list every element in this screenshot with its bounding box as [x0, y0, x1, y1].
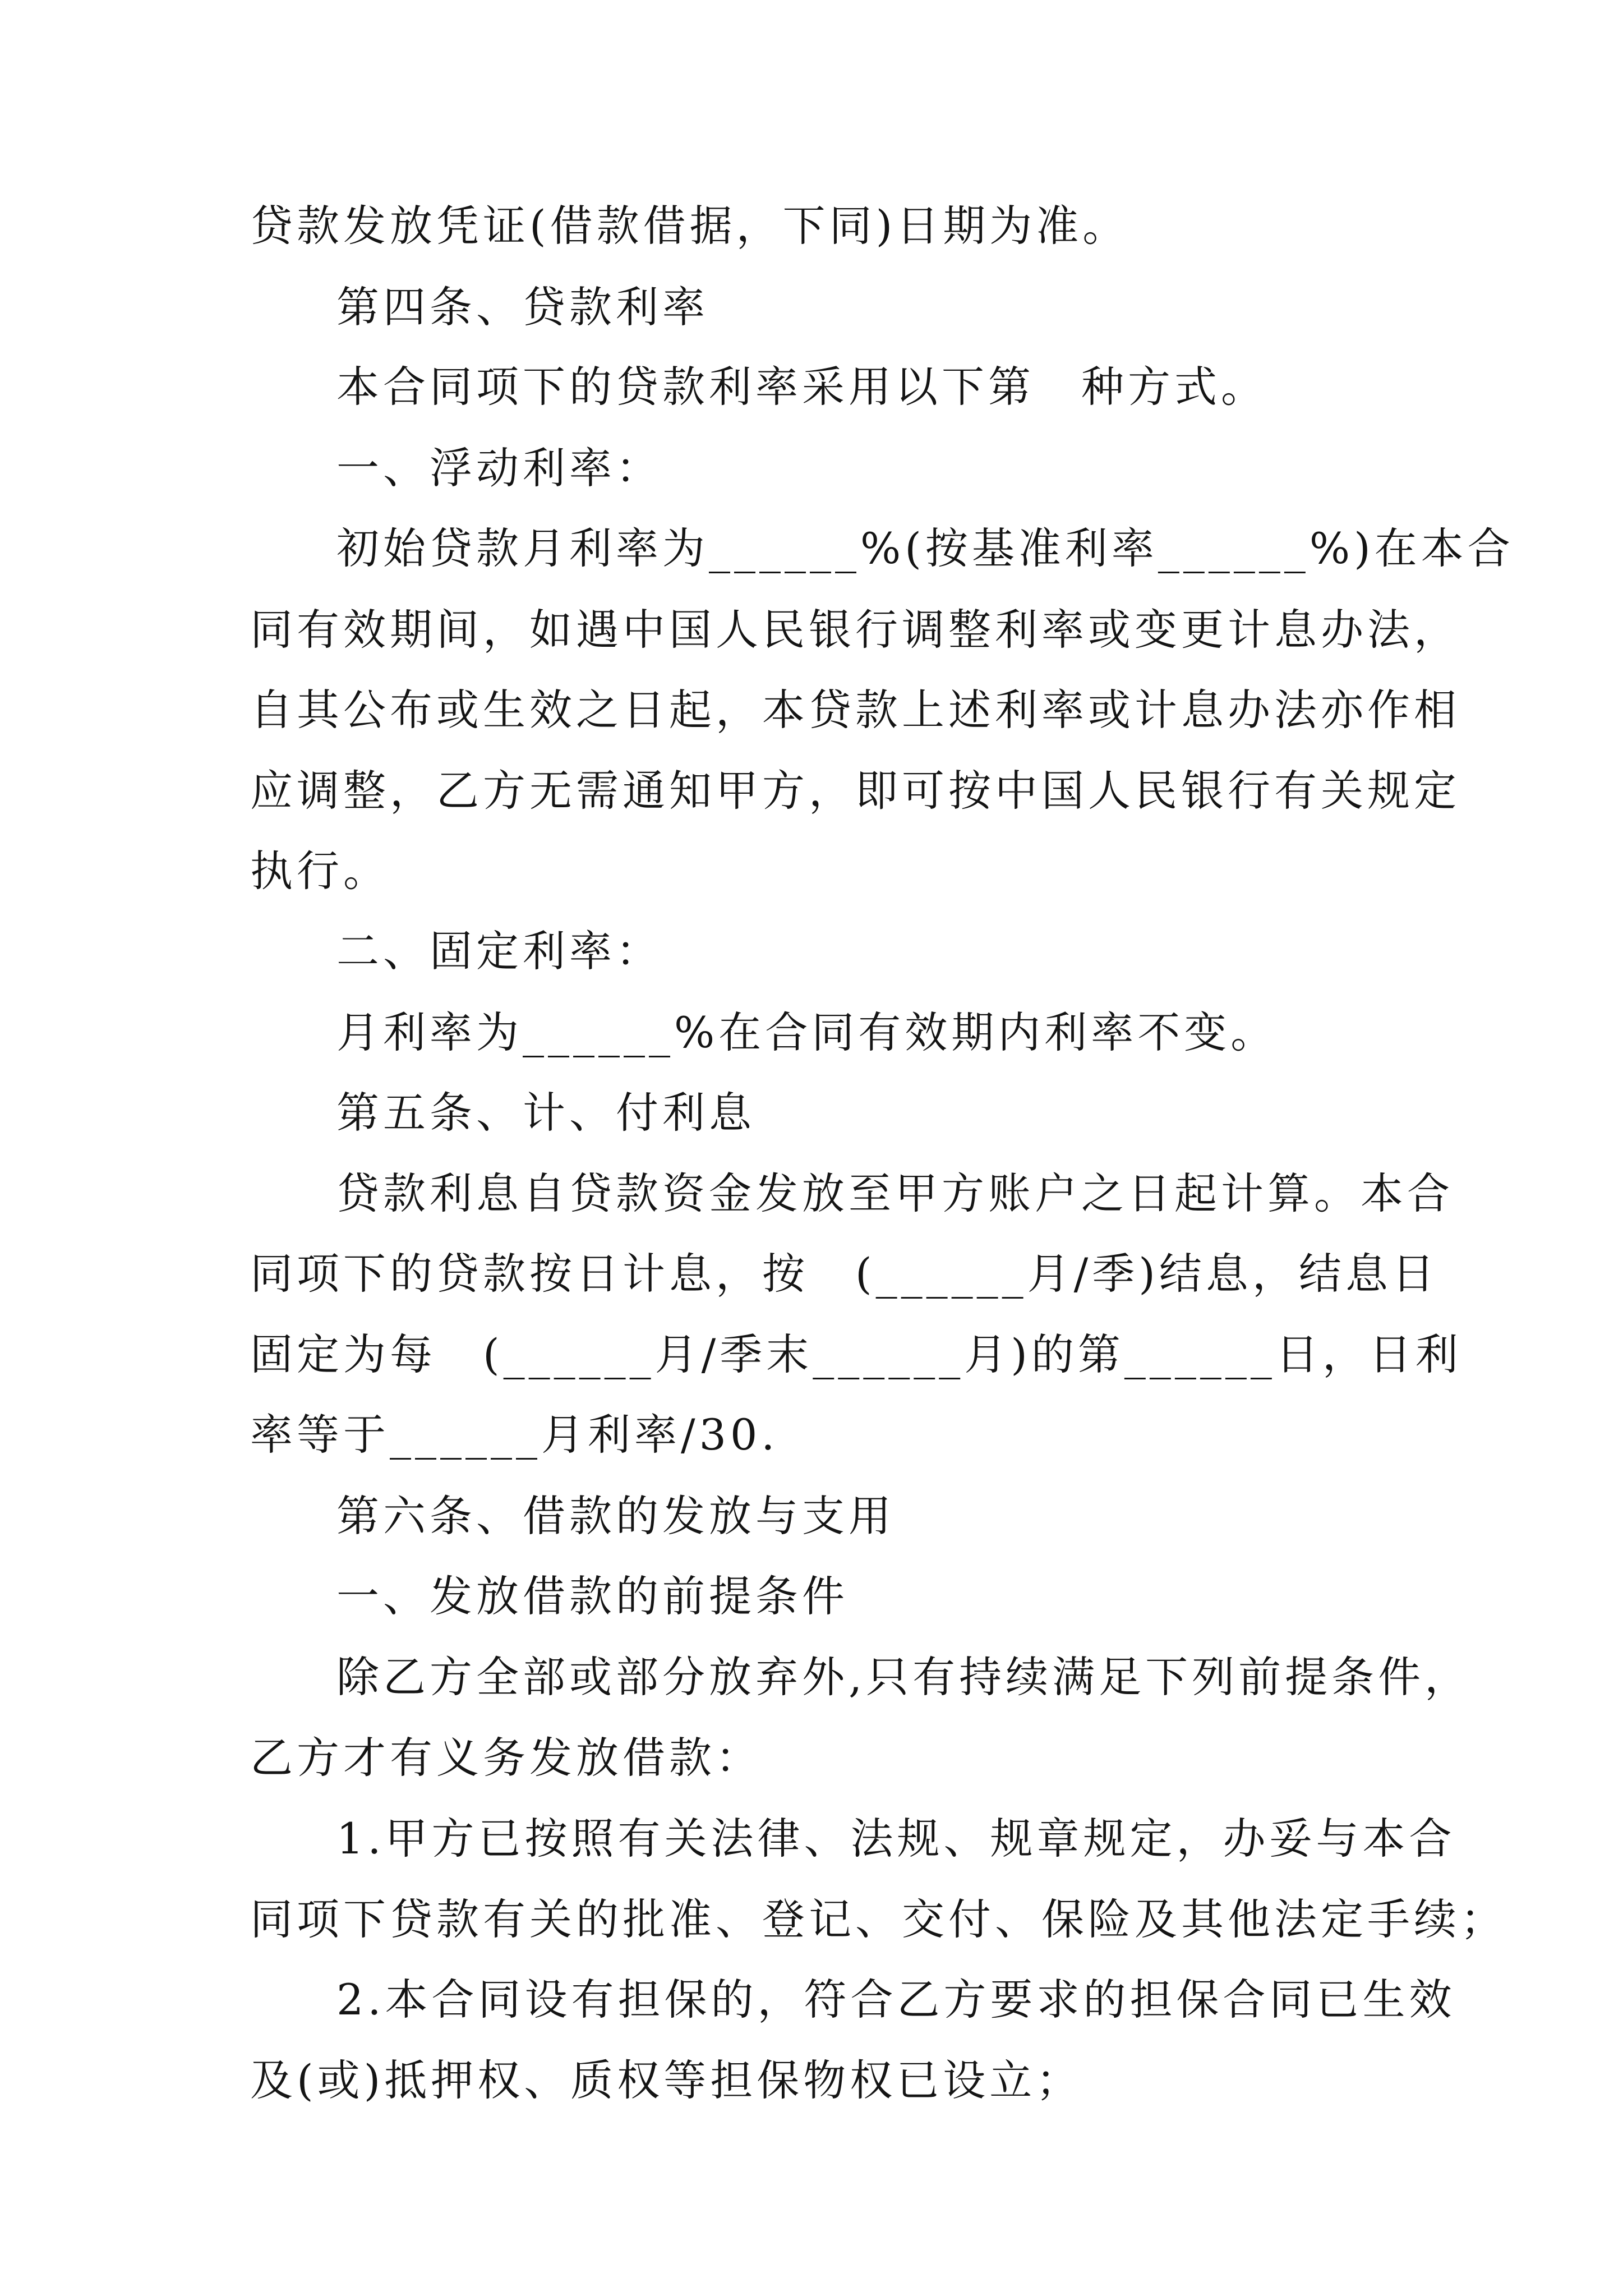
text-line: 贷款利息自贷款资金发放至甲方账户之日起计算。本合 — [336, 1168, 1454, 1218]
text-line: 固定为每 (______月/季末______月)的第______日，日利 — [250, 1329, 1462, 1379]
text-line: 第六条、借款的发放与支用 — [336, 1491, 895, 1541]
text-line: 2.本合同设有担保的，符合乙方要求的担保合同已生效 — [336, 1975, 1456, 2024]
text-line: 应调整，乙方无需通知甲方，即可按中国人民银行有关规定 — [250, 766, 1460, 816]
text-line: 及(或)抵押权、质权等担保物权已设立； — [250, 2055, 1083, 2105]
text-line: 同项下的贷款按日计息，按 (______月/季)结息，结息日 — [250, 1249, 1438, 1299]
text-line: 执行。 — [250, 846, 390, 896]
text-line: 同有效期间，如遇中国人民银行调整利率或变更计息办法， — [250, 605, 1460, 655]
text-line: 本合同项下的贷款利率采用以下第 种方式。 — [336, 362, 1267, 412]
text-line: 一、浮动利率： — [336, 443, 662, 493]
text-line: 除乙方全部或部分放弃外,只有持续满足下列前提条件， — [336, 1652, 1472, 1702]
text-line: 初始贷款月利率为______%(按基准利率______%)在本合 — [336, 523, 1514, 573]
text-line: 月利率为______%在合同有效期内利率不变。 — [336, 1007, 1278, 1057]
text-line: 同项下贷款有关的批准、登记、交付、保险及其他法定手续； — [250, 1894, 1507, 1944]
text-line: 贷款发放凭证(借款借据，下同)日期为准。 — [250, 201, 1129, 251]
text-line: 二、固定利率： — [336, 926, 662, 976]
text-line: 自其公布或生效之日起，本贷款上述利率或计息办法亦作相 — [250, 685, 1460, 735]
text-line: 一、发放借款的前提条件 — [336, 1571, 849, 1621]
text-line: 第五条、计、付利息 — [336, 1088, 755, 1138]
text-line: 第四条、贷款利率 — [336, 282, 709, 332]
text-line: 率等于______月利率/30. — [250, 1410, 779, 1460]
text-line: 乙方才有义务发放借款： — [250, 1733, 762, 1783]
text-line: 1.甲方已按照有关法律、法规、规章规定，办妥与本合 — [336, 1814, 1456, 1864]
